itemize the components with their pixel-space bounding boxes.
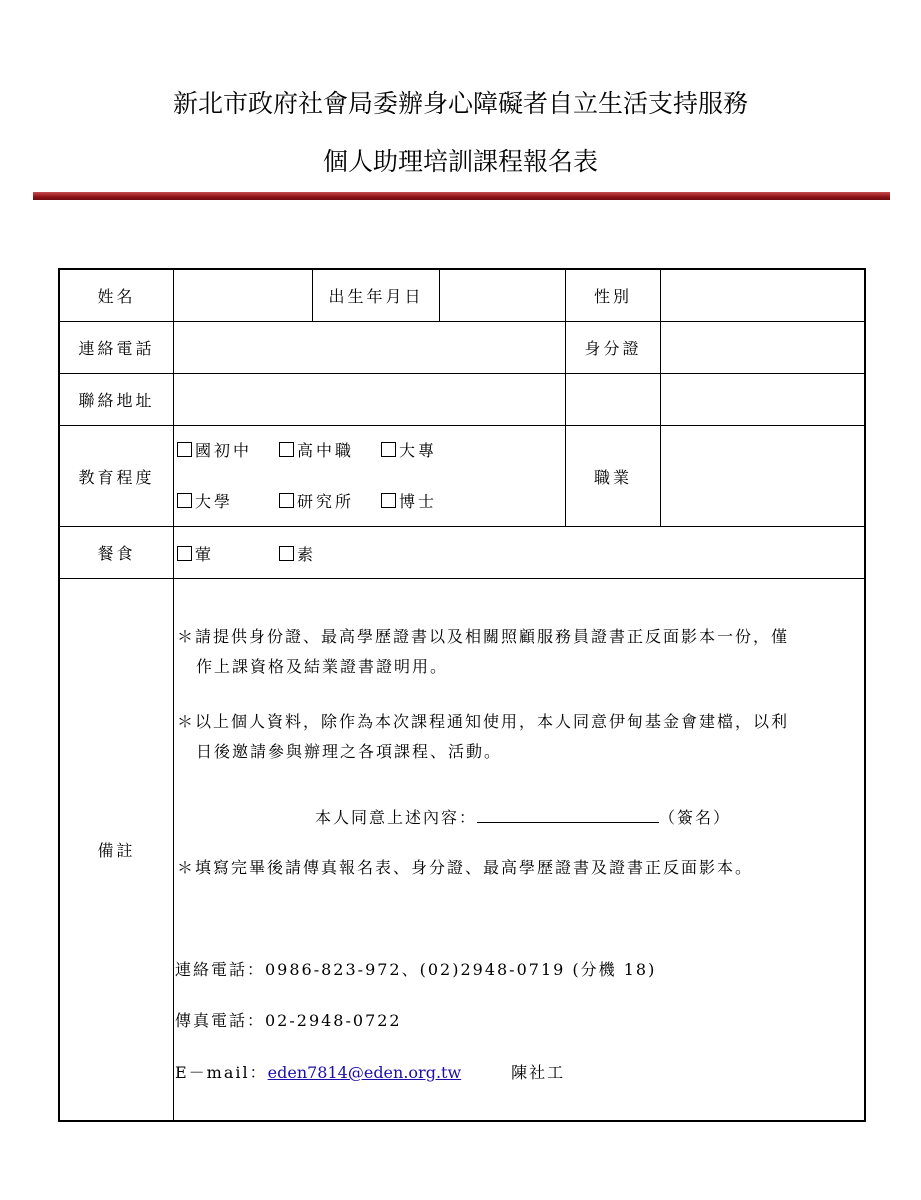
- fax-number: 傳真電話：02-2948-0722: [175, 1011, 402, 1030]
- remark-note-2: ＊以上個人資料，除作為本次課程通知使用，本人同意伊甸基金會建檔，以利: [177, 712, 790, 731]
- phone-label: 連絡電話: [78, 339, 155, 358]
- email-link[interactable]: eden7814@eden.org.tw: [267, 1063, 462, 1082]
- name-field[interactable]: [174, 270, 312, 321]
- phone-field[interactable]: [174, 322, 565, 373]
- birthdate-label: 出生年月日: [328, 287, 424, 306]
- education-option-graduate[interactable]: 研究所: [279, 489, 354, 512]
- education-option-doctorate[interactable]: 博士: [381, 489, 437, 512]
- education-option-college[interactable]: 大專: [381, 438, 437, 461]
- remark-note-1: ＊請提供身份證、最高學歷證書以及相關照顧服務員證書正反面影本一份，僅: [177, 627, 790, 646]
- checkbox-icon: [177, 546, 192, 561]
- consent-label: 本人同意上述內容：: [315, 808, 478, 827]
- header-divider: [33, 192, 890, 200]
- education-option-senior-high[interactable]: 高中職: [279, 438, 354, 461]
- education-option-university[interactable]: 大學: [177, 489, 233, 512]
- gender-label: 性別: [593, 287, 632, 306]
- signature-field[interactable]: [477, 808, 659, 823]
- checkbox-icon: [279, 546, 294, 561]
- meal-option-meat[interactable]: 葷: [177, 542, 214, 565]
- education-option-junior-high[interactable]: 國初中: [177, 438, 252, 461]
- checkbox-icon: [279, 442, 294, 457]
- form-title-line1: 新北市政府社會局委辦身心障礙者自立生活支持服務: [172, 89, 748, 118]
- checkbox-icon: [381, 493, 396, 508]
- meal-label: 餐食: [97, 544, 136, 563]
- remark-note-1-cont: 作上課資格及結業證書證明用。: [196, 657, 449, 676]
- birthdate-field[interactable]: [440, 270, 565, 321]
- contact-phone: 連絡電話：0986-823-972、(02)2948-0719 (分機 18): [175, 960, 657, 979]
- checkbox-icon: [279, 493, 294, 508]
- checkbox-icon: [381, 442, 396, 457]
- checkbox-icon: [177, 493, 192, 508]
- address-field[interactable]: [174, 374, 864, 425]
- occupation-field[interactable]: [661, 426, 864, 526]
- name-label: 姓名: [97, 287, 136, 306]
- checkbox-icon: [177, 442, 192, 457]
- remark-note-3: ＊填寫完畢後請傳真報名表、身分證、最高學歷證書及證書正反面影本。: [177, 858, 754, 877]
- remarks-label: 備註: [97, 841, 136, 860]
- gender-field[interactable]: [661, 270, 864, 321]
- consent-suffix: （簽名）: [659, 808, 732, 827]
- remark-note-2-cont: 日後邀請參與辦理之各項課程、活動。: [196, 742, 503, 761]
- address-label: 聯絡地址: [78, 391, 155, 410]
- row-divider: [60, 526, 864, 527]
- meal-option-vegetarian[interactable]: 素: [279, 542, 316, 565]
- email-line: [175, 1060, 565, 1083]
- form-title-line2: 個人助理培訓課程報名表: [322, 147, 598, 176]
- contact-person: 陳社工: [511, 1063, 566, 1082]
- id-field[interactable]: [661, 322, 864, 373]
- email-label: E－mail：: [175, 1063, 268, 1082]
- id-label: 身分證: [584, 339, 642, 358]
- consent-line: [315, 805, 731, 828]
- occupation-label: 職業: [593, 467, 632, 487]
- education-label: 教育程度: [78, 467, 155, 487]
- registration-form: [58, 268, 866, 1122]
- row-divider: [60, 578, 864, 579]
